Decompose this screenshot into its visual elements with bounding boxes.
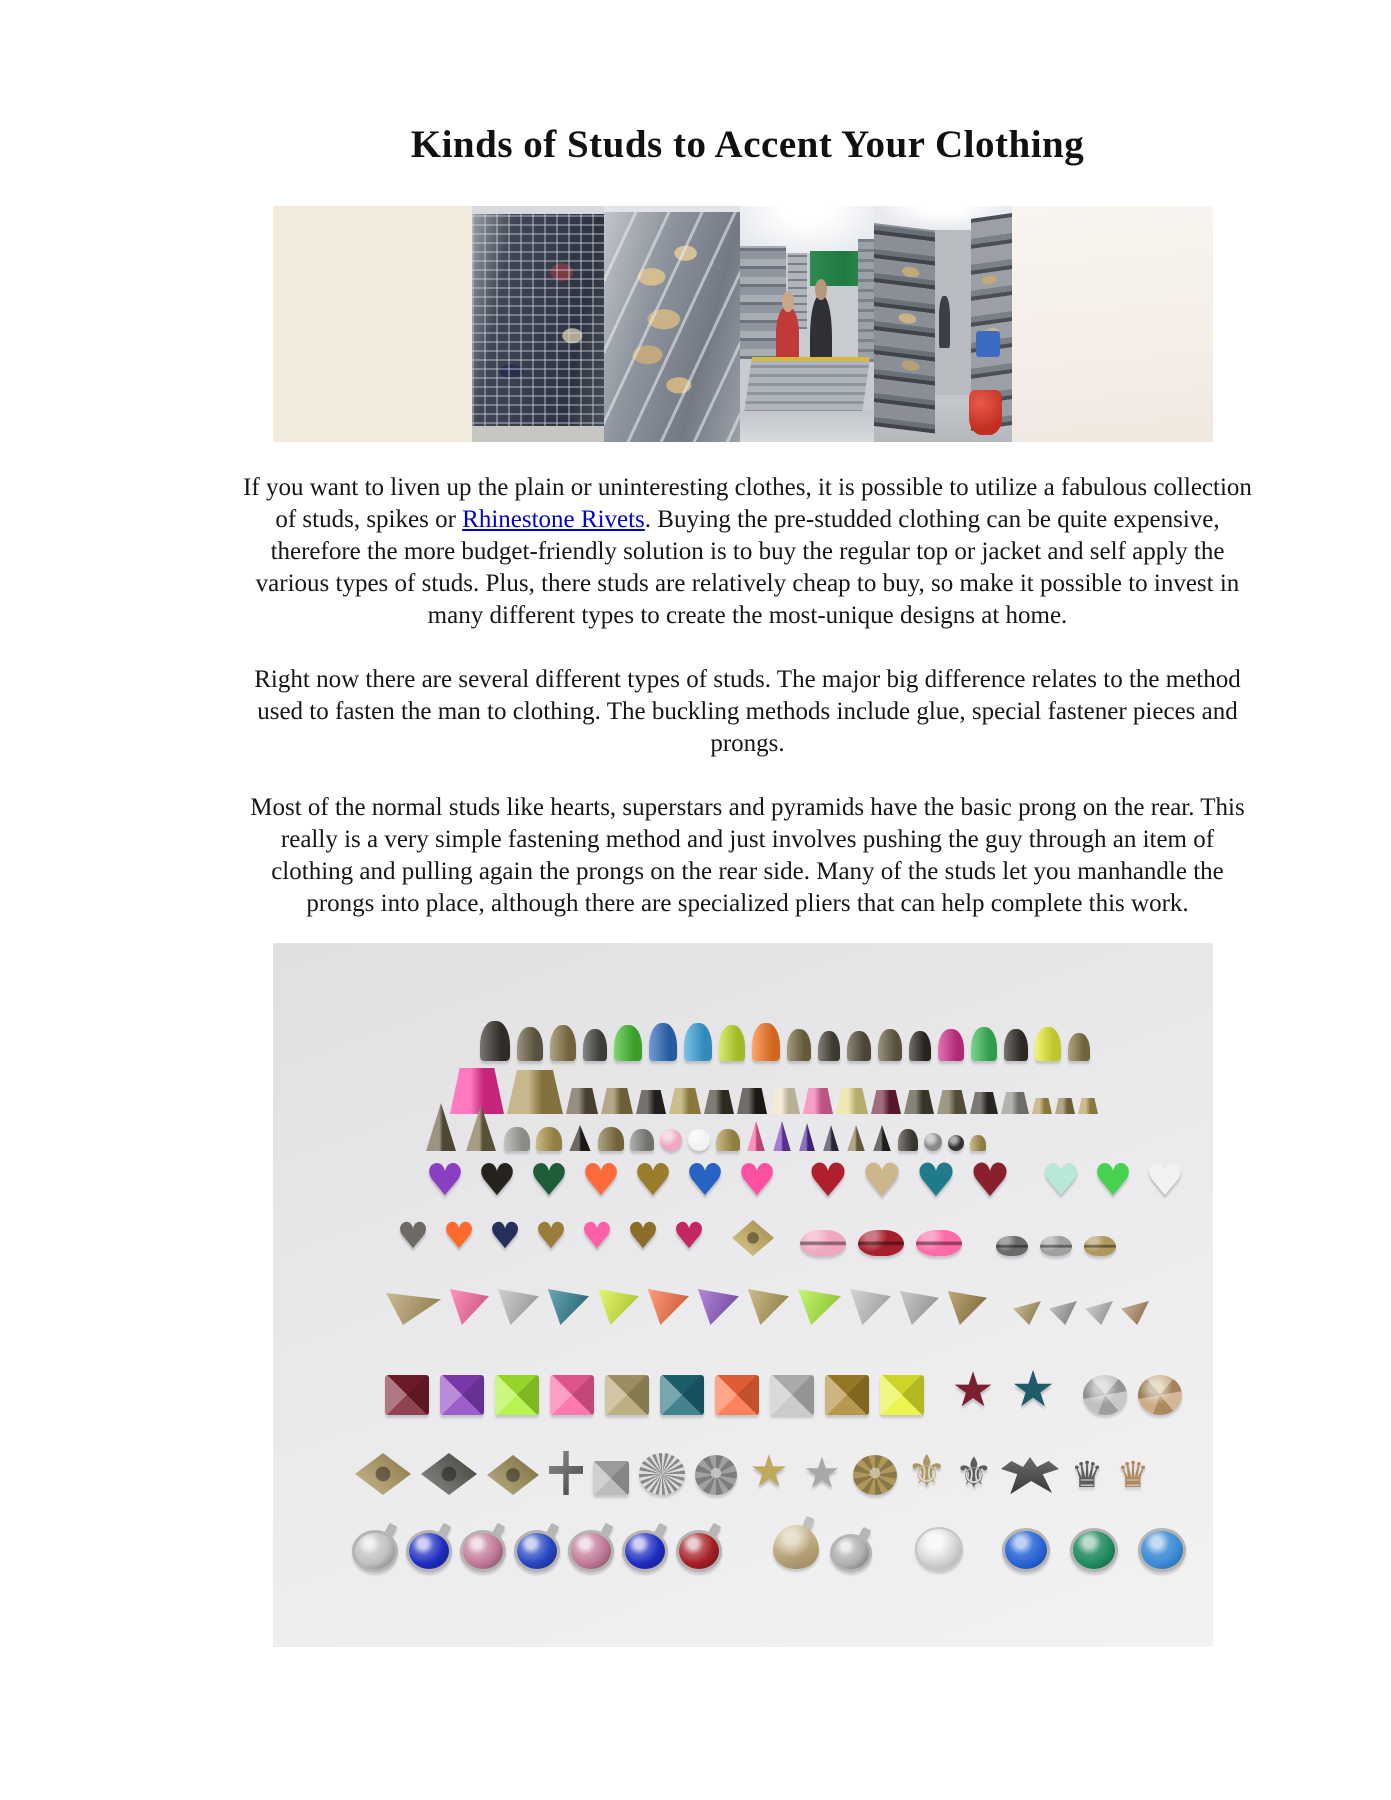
stud-tri [899,1291,939,1325]
paragraph-3 [190,792,1305,920]
stud-heart: ♥ [529,1155,569,1206]
photo-storage-bin-shelves [472,206,604,442]
text-line: therefore the more budget-friendly solution is to buy the regular top or jacket and self apply the [270,538,1225,565]
stud-crown: ♛ [1116,1455,1150,1496]
stud-tri [547,1289,589,1325]
stud-heart: ♥ [626,1216,660,1257]
stud-spike [424,1103,458,1151]
stud-heart: ♥ [807,1153,849,1207]
stud-row-spike-cones [424,1103,986,1151]
stud-cone [878,1029,902,1061]
stud-cone [909,1031,931,1061]
stud-crown: ♛ [1070,1455,1104,1496]
stud-tri [385,1293,441,1325]
stud-gem [517,1533,557,1569]
text-span: of studs, spikes or [275,506,463,533]
stud-tri [849,1289,891,1325]
person-head [782,291,794,312]
stud-cone [550,1025,576,1061]
stud-spike [846,1125,866,1151]
stud-row-gem-rivets [355,1525,1183,1569]
stud-heart: ♥ [580,1216,614,1257]
stud-lips [800,1230,846,1256]
stud-cone [517,1027,543,1061]
stud-arrow [1121,1301,1149,1325]
red-bucket [969,390,1002,435]
stud-gem [679,1533,719,1569]
stud-gem [463,1533,503,1569]
stud-cab [1005,1531,1047,1569]
stud-row-triangle-spikes [385,1289,1149,1325]
stud-cone [630,1129,654,1151]
stud-spike [568,1125,592,1151]
text-line: many different types to create the most-unique designs at home. [427,602,1068,629]
stud-sq [385,1375,429,1415]
stud-tri [497,1289,539,1325]
stud-spike [872,1125,892,1151]
stud-ball [948,1135,964,1151]
stud-sq [715,1375,759,1415]
stud-lips [1040,1236,1072,1256]
stud-cone [1004,1029,1028,1061]
stud-ball [660,1129,682,1151]
stud-heart: ♥ [1041,1155,1081,1206]
stud-fleur: ⚜ [955,1448,993,1497]
stud-heart: ♥ [915,1153,957,1207]
stud-tri [747,1289,789,1325]
stud-cone [504,1127,530,1151]
stud-cone [536,1127,562,1151]
stud-cone [752,1023,780,1061]
stud-heart: ♥ [1093,1155,1133,1206]
stud-row-metal-ornaments [355,1446,1151,1497]
stud-sq [660,1375,704,1415]
stud-tri [597,1289,639,1325]
stud-arrow [1013,1301,1041,1325]
stud-cone [719,1025,745,1061]
text-line: Right now there are several different types of studs. The major big difference relates to the method [254,666,1241,693]
stud-sq [550,1375,594,1415]
blue-box [976,331,999,357]
stud-pyr [1001,1092,1029,1114]
stud-eagle [1001,1455,1059,1495]
article-text [190,472,1305,952]
stud-star: ★ [803,1448,841,1497]
stud-spike [464,1105,498,1151]
stud-cone [1068,1033,1090,1061]
store-counter [744,357,870,413]
stud-row-hearts [424,1153,1186,1207]
stud-sq [825,1375,869,1415]
stud-tri [797,1289,841,1325]
stud-dome [1138,1375,1182,1415]
stud-row-small-hearts-lips [396,1216,1116,1257]
stud-row-cones [480,1021,1090,1061]
person-far [939,296,950,348]
stud-heart: ♥ [425,1155,465,1206]
text-line: really is a very simple fastening method and just involves pushing the guy through an item of [280,826,1215,853]
stud-ball [924,1133,942,1151]
stud-cone [598,1127,624,1151]
stud-cone [818,1031,840,1061]
stud-pyr [1078,1098,1098,1114]
photo-blank-wall-left [273,206,472,442]
paragraph-1 [190,472,1305,632]
page-title: Kinds of Studs to Accent Your Clothing [410,123,1085,166]
stud-cab [1073,1531,1115,1569]
stud-sq [605,1375,649,1415]
stud-gem [571,1533,611,1569]
stud-heart: ♥ [672,1216,706,1257]
stud-dframe [487,1455,539,1495]
stud-heart: ♥ [477,1155,517,1206]
stud-tri [449,1289,489,1325]
stud-cone [970,1135,986,1151]
stud-cone [684,1023,712,1061]
stud-gem [625,1533,665,1569]
stud-sq [770,1375,814,1415]
text-line: Most of the normal studs like hearts, superstars and pyramids have the basic prong on the rear. This [250,794,1245,821]
stud-star: ★ [1010,1360,1056,1418]
stud-dframe [355,1453,411,1495]
stud-heart: ♥ [581,1155,621,1206]
stud-cone [971,1027,997,1061]
stud-pyr [1055,1098,1075,1114]
stud-spike [798,1123,816,1151]
stud-gem [833,1537,869,1569]
stud-heart: ♥ [488,1216,522,1257]
stud-cab [1141,1531,1183,1569]
stud-heart: ♥ [969,1153,1011,1207]
photo-shelving-aisle [874,206,1012,442]
stud-spike [746,1121,766,1151]
stud-cone [716,1129,740,1151]
stud-cross [549,1451,583,1495]
stud-burst [639,1453,685,1495]
stud-heart: ♥ [685,1155,725,1206]
stud-dome [1083,1375,1127,1415]
paragraph-2 [190,664,1305,760]
stud-star: ★ [951,1362,995,1418]
stud-lips [1084,1236,1116,1256]
stud-star: ★ [749,1446,789,1497]
stud-heart: ♥ [534,1216,568,1257]
text-span: . Buying the pre-studded clothing can be quite expensive, [644,506,1220,533]
stud-rosette [695,1455,737,1495]
stud-heart: ♥ [737,1155,777,1206]
stud-pyr [1032,1098,1052,1114]
stud-pearl [917,1529,961,1569]
text-line: prongs. [710,730,785,757]
stud-cone [480,1021,510,1061]
rack-left [874,223,935,433]
stud-tri [647,1289,689,1325]
stud-sq [495,1375,539,1415]
floor [740,411,874,442]
stud-tri [697,1289,739,1325]
text-line [190,504,1305,536]
text-line: If you want to liven up the plain or uninteresting clothes, it is possible to utilize a fabulous collection [243,474,1252,501]
stud-cone [938,1029,964,1061]
stud-sq [593,1461,629,1495]
stud-cone [847,1031,871,1061]
stud-row-square-pyramids [385,1360,1182,1418]
stud-fleur: ⚜ [907,1446,947,1497]
stud-sq [880,1375,924,1415]
stud-rosette [853,1455,897,1495]
stud-arrow [1085,1301,1113,1325]
stud-heart: ♥ [396,1216,430,1257]
stud-tri [947,1291,987,1325]
stud-heart: ♥ [442,1216,476,1257]
stud-arrow [1049,1301,1077,1325]
stud-cone [614,1025,642,1061]
text-line: clothing and pulling again the prongs on the rear side. Many of the studs let you manhandle the [271,858,1224,885]
rhinestone-rivets-link[interactable]: Rhinestone Rivets [462,506,645,533]
text-line: various types of studs. Plus, there studs are relatively cheap to buy, so make it possible to invest in [255,570,1240,597]
store-collage-image [273,206,1213,442]
stud-ball [688,1129,710,1151]
stud-heart: ♥ [633,1155,673,1206]
shelf-right [858,239,874,362]
stud-lips [996,1236,1028,1256]
stud-dframe [732,1220,774,1256]
stud-cone [898,1129,918,1151]
stud-spike [822,1125,840,1151]
stud-gem [355,1533,395,1569]
stud-cone [583,1029,607,1061]
stud-spike [772,1121,792,1151]
photo-shelves-with-bags [604,206,740,442]
text-line: used to fasten the man to clothing. The buckling methods include glue, special fastener pieces and [257,698,1238,725]
stud-gem [409,1533,449,1569]
stud-heart: ♥ [861,1153,903,1207]
stud-lips [858,1230,904,1256]
stud-cone [787,1029,811,1061]
stud-cone [1035,1027,1061,1061]
studs-photo [273,943,1213,1647]
stud-teardrop [773,1525,819,1569]
stud-sq [440,1375,484,1415]
stud-dframe [421,1453,477,1495]
stud-lips [916,1230,962,1256]
text-line: prongs into place, although there are specialized pliers that can help complete this work. [306,890,1189,917]
stud-heart: ♥ [1145,1155,1185,1206]
photo-store-counter-with-people [740,206,874,442]
stud-cone [649,1023,677,1061]
photo-blank-wall-right [1012,206,1213,442]
